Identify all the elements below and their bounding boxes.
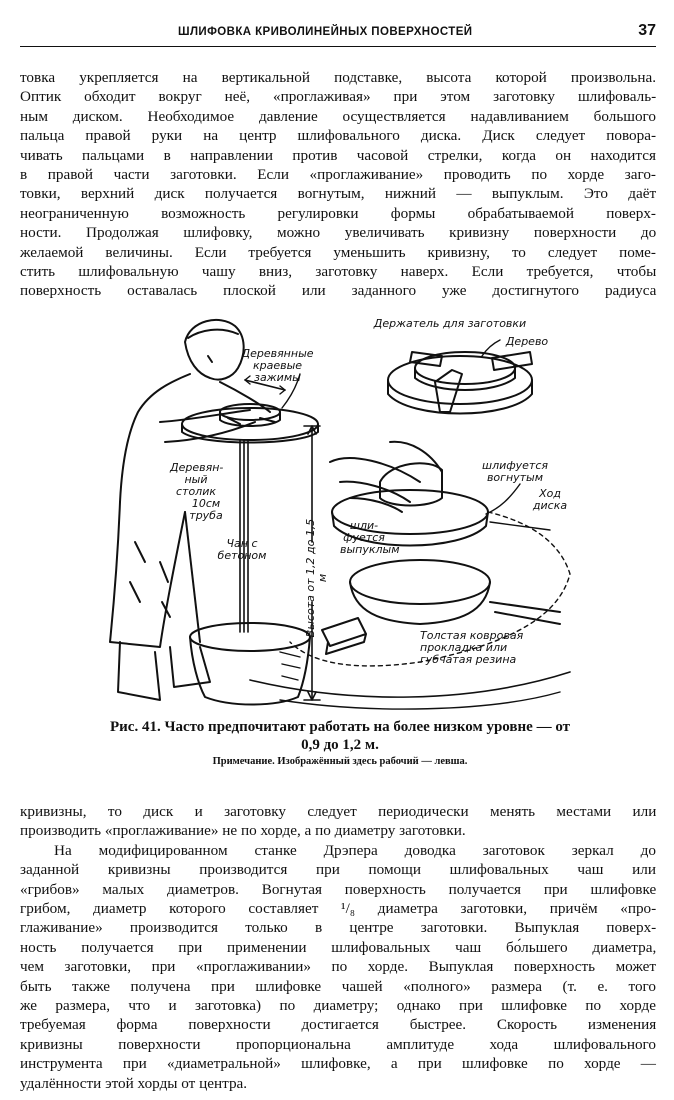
text-line: удалённости этой хорды от центра.	[20, 1074, 248, 1092]
paragraph-bottom	[20, 802, 656, 1093]
text-line: заданной кривизны производится при помощи шлифовальных чаш или	[20, 861, 656, 879]
text-line: «грибов» малых диаметров. Вогнутая поверхность получается при шлифовке	[20, 880, 657, 898]
text-line: чивать пальцами в направлении против часовой стрелки, когда он находится	[20, 146, 656, 164]
text-line: товка укрепляется на вертикальной подставке, высота которой произвольна.	[20, 69, 656, 86]
label-wood: Дерево	[505, 335, 549, 348]
text-line: быть также получена при шлифовке чашей «полного» размера (т. е. того	[20, 977, 656, 995]
concrete-tank-drawing	[190, 623, 310, 705]
label-holder: Держатель для заготовки	[373, 317, 527, 330]
text-line: производить «проглаживание» не по хорде, а по диаметру заготовки.	[20, 822, 466, 840]
text-line: Оптик обходит вокруг неё, «проглаживая» при этом заготовку шлифоваль-	[20, 88, 657, 106]
label-pipe: 10см труба	[189, 497, 223, 522]
text-line: кривизны, то диск и заготовку следует периодически менять местами или	[20, 803, 657, 820]
label-concave: шлифуется вогнутым	[482, 459, 548, 484]
text-line: товки, верхний диск получается вогнутым, нижний — выпуклым. Это даёт	[20, 185, 657, 203]
text-line: стить шлифовальную чашу вниз, заготовку наверх. Если требуется, чтобы	[20, 263, 657, 281]
page-number: 37	[638, 22, 656, 39]
text-line: поверхность оставалась плоской или заданного уже достигнутого радиуса	[20, 282, 657, 300]
text-line: же размера, что и заготовка) по диаметру; однако при шлифовке по хорде	[20, 997, 656, 1015]
text-line: ности. Продолжая шлифовку, можно увеличивать кривизну поверхности до	[20, 224, 657, 242]
text-line: глаживание» производится только в центре заготовки. Выпуклая поверх-	[20, 919, 657, 937]
figure-caption: Рис. 41. Часто предпочитают работать на более низком уровне — от 0,9 до 1,2 м.	[110, 719, 570, 753]
text-line: инструмента при «диаметральной» шлифовке, а при шлифовке по хорде —	[20, 1055, 656, 1073]
text-line: чем заготовки, при «проглаживании» по хорде. Выпуклая поверхность может	[20, 958, 657, 976]
label-convex: шли- фуется выпуклым	[340, 519, 400, 556]
text-line: ность получается при применении шлифовальных чаш бо́льшего диаметра,	[20, 938, 657, 956]
label-pad: Толстая ковровая прокладка или губчатая резина	[420, 629, 524, 666]
text-line: в правой части заготовки. Если «проглаживание» проводить по хорде заго-	[20, 166, 656, 184]
text-line: грибом, диаметр которого составляет ¹/₈ диаметра заготовки, причём «про-	[20, 900, 657, 918]
figure-41	[90, 312, 610, 714]
text-line: требуемая форма поверхности достигается быстрее. Скорость изменения	[20, 1016, 657, 1034]
text-line: ным диском. Необходимое давление осуществляется надавливанием большого	[20, 107, 656, 125]
text-line: пальца правой руки на центр шлифовального диска. Диск следует повора-	[20, 127, 656, 145]
running-header	[20, 20, 656, 47]
text-line: кривизны поверхности пропорциональна амплитуде хода шлифовального	[20, 1035, 656, 1053]
paragraph-top	[20, 68, 656, 301]
running-title: ШЛИФОВКА КРИВОЛИНЕЙНЫХ ПОВЕРХНОСТЕЙ	[178, 26, 473, 38]
label-disk-stroke: Ход диска	[532, 487, 568, 512]
holder-drawing	[388, 340, 532, 414]
figure-note: Примечание. Изображённый здесь рабочий — левша.	[212, 756, 468, 767]
text-line: неограниченную возможность регулировки формы обрабатываемой поверх-	[20, 204, 656, 222]
label-wooden-clamps: Деревянные краевые зажимы	[241, 347, 314, 384]
label-wooden-table: Деревян- ный столик	[170, 461, 224, 498]
label-concrete-tank: Чан с бетоном	[217, 537, 267, 562]
text-line: На модифицированном станке Дрэпера доводка заготовок зеркал до	[54, 841, 656, 859]
label-height: Высота от 1,2 до 1,5 м	[304, 518, 329, 638]
text-line: желаемой величины. Если требуется уменьшить кривизну, то следует поме-	[20, 243, 656, 261]
